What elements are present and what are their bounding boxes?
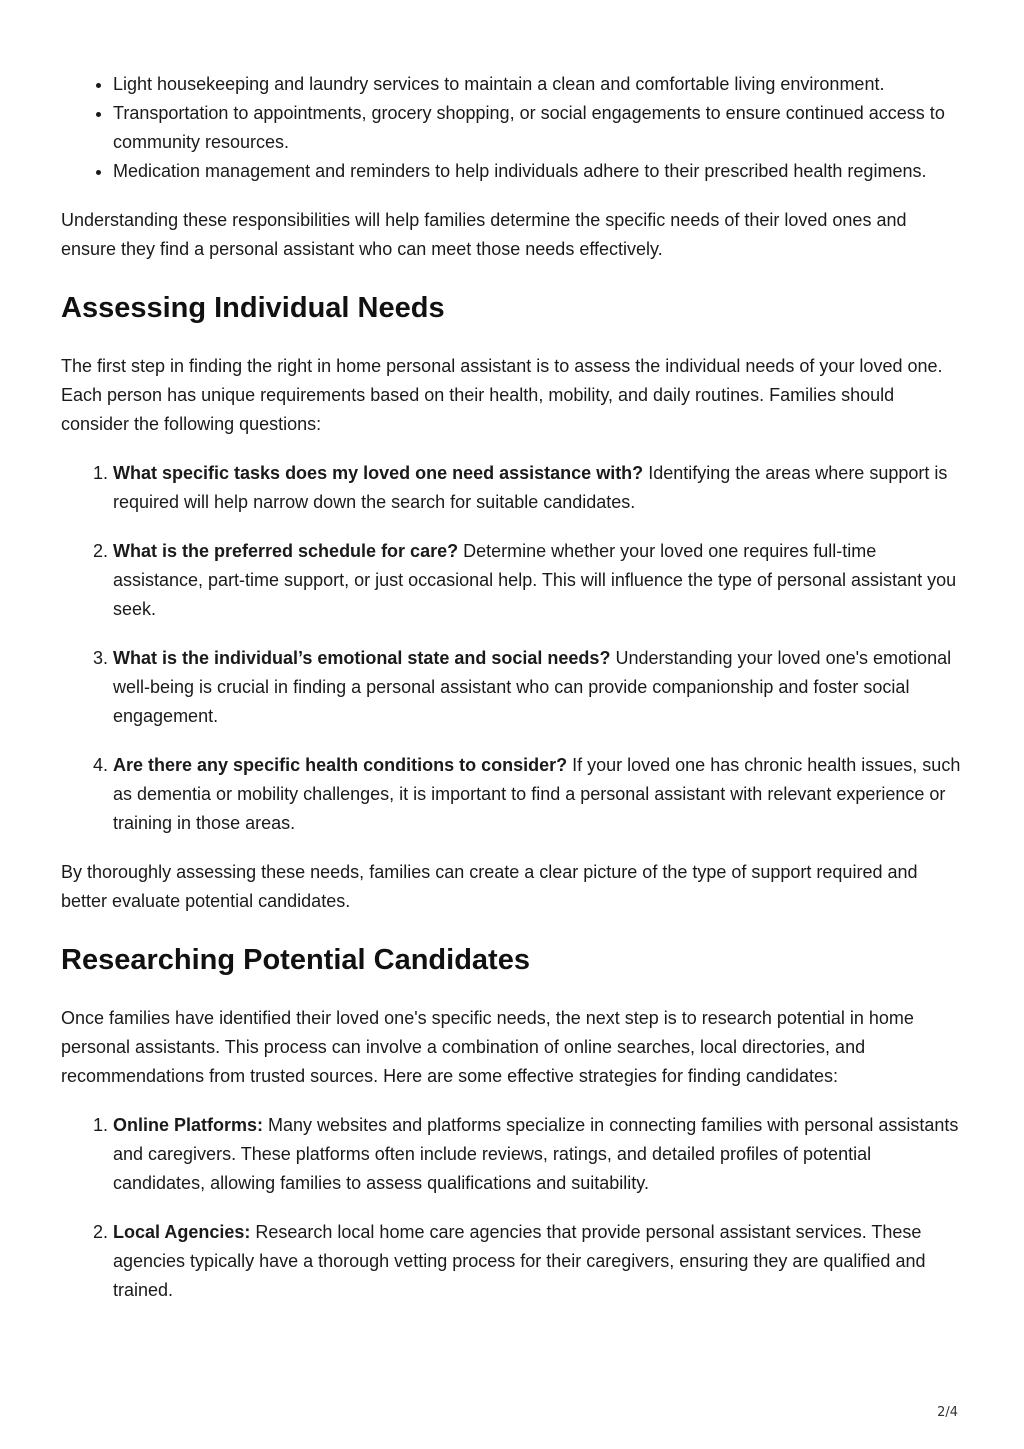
item-text: Understanding your loved one's emotional well-being is crucial in finding a personal assistant who can provide companionship and foster social engagement. xyxy=(113,648,952,726)
list-item xyxy=(113,751,961,838)
section-heading-researching: Researching Potential Candidates xyxy=(61,944,530,976)
section-heading-assessing: Assessing Individual Needs xyxy=(61,292,445,324)
item-bold-lead: Local Agencies: xyxy=(113,1222,251,1242)
item-text: If your loved one has chronic health issues, such as dementia or mobility challenges, it is important to find a personal assistant with relevant experience or training in those areas. xyxy=(113,755,961,833)
item-bold-lead: What is the preferred schedule for care? xyxy=(113,541,459,561)
page-number: 2/4 xyxy=(937,1405,958,1420)
list-item xyxy=(113,459,961,517)
document-page xyxy=(61,70,961,1305)
researching-intro-paragraph: Once families have identified their loved one's specific needs, the next step is to research potential in home personal assistants. This process can involve a combination of online searches, local directories, and recommendations from trusted sources. Here are some effective strategies for finding candidates: xyxy=(61,1008,914,1086)
assessing-closing-paragraph: By thoroughly assessing these needs, families can create a clear picture of the type of support required and better evaluate potential candidates. xyxy=(61,862,918,911)
list-item xyxy=(113,1218,961,1305)
assessing-intro-paragraph: The first step in finding the right in home personal assistant is to assess the individual needs of your loved one. Each person has unique requirements based on their health, mobility, and daily routines. Families should consider the following questions: xyxy=(61,356,943,434)
list-item: • Transportation to appointments, grocery shopping, or social engagements to ensure continued access to community resources. xyxy=(113,99,961,157)
item-bold-lead: What is the individual’s emotional state and social needs? xyxy=(113,648,611,668)
item-bold-lead: Online Platforms: xyxy=(113,1115,264,1135)
list-item: • Light housekeeping and laundry services to maintain a clean and comfortable living environment. xyxy=(113,70,961,99)
item-text: Research local home care agencies that provide personal assistant services. These agencies typically have a thorough vetting process for their caregivers, ensuring they are qualified and trained. xyxy=(113,1222,926,1300)
item-text: Many websites and platforms specialize in connecting families with personal assistants and caregivers. These platforms often include reviews, ratings, and detailed profiles of potential candidates, allowing families to assess qualifications and suitability. xyxy=(113,1115,959,1193)
services-bullet-list xyxy=(61,70,961,186)
list-item xyxy=(113,537,961,624)
item-bold-lead: What specific tasks does my loved one need assistance with? xyxy=(113,463,644,483)
responsibilities-paragraph: Understanding these responsibilities will help families determine the specific needs of their loved ones and ensure they find a personal assistant who can meet those needs effectively. xyxy=(61,210,907,259)
list-item xyxy=(113,1111,961,1198)
researching-strategies-list xyxy=(61,1111,961,1305)
assessing-questions-list xyxy=(61,459,961,838)
item-text: Determine whether your loved one requires full-time assistance, part-time support, or just occasional help. This will influence the type of personal assistant you seek. xyxy=(113,541,957,619)
list-item: • Medication management and reminders to help individuals adhere to their prescribed health regimens. xyxy=(113,157,961,186)
item-text: Identifying the areas where support is required will help narrow down the search for suitable candidates. xyxy=(113,463,948,512)
item-bold-lead: Are there any specific health conditions to consider? xyxy=(113,755,568,775)
list-item xyxy=(113,644,961,731)
